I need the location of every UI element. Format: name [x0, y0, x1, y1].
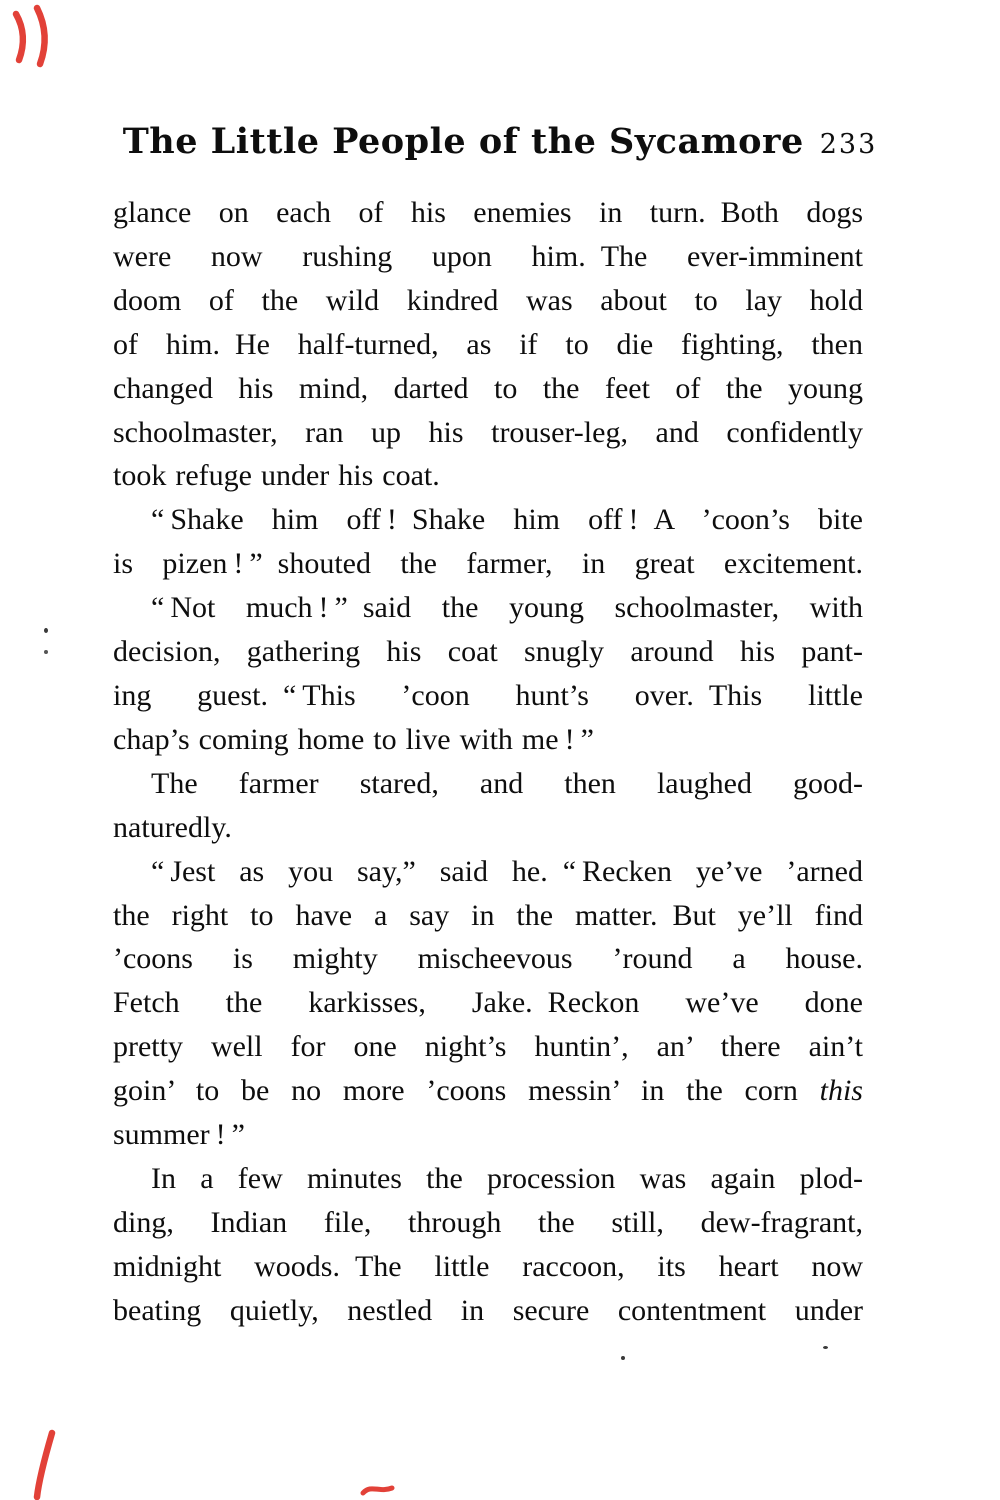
- text-line: doom of the wild kindred was about to lay hold: [113, 283, 863, 317]
- text-line: pretty well for one night’s huntin’, an’ there ain’t: [113, 1030, 863, 1064]
- text-line: Fetch the karkisses, Jake. Reckon we’ve done: [113, 986, 863, 1020]
- text-line: [113, 1069, 863, 1113]
- running-head: [0, 118, 1000, 169]
- text-line: of him. He half-turned, as if to die fighting, then: [113, 327, 863, 361]
- page-body: [113, 191, 863, 1333]
- red-crayon-stroke-top-left-2: [37, 8, 45, 64]
- red-crayon-mark-bottom-center: [363, 1488, 392, 1493]
- ink-speck: [823, 1346, 828, 1349]
- text-line: midnight woods. The little raccoon, its heart now: [113, 1249, 863, 1283]
- paragraph: [113, 498, 863, 586]
- page-number: 233: [819, 129, 878, 160]
- text-line: ’coons is mighty mischeevous ’round a house.: [113, 942, 863, 976]
- italic-text: this: [819, 1074, 863, 1108]
- paragraph: [113, 586, 863, 762]
- text-line: ding, Indian file, through the still, dew-fragrant,: [113, 1205, 863, 1239]
- text-line: glance on each of his enemies in turn. Both dogs: [113, 196, 863, 229]
- page-title: The Little People of the Sycamore: [122, 121, 804, 162]
- ink-speck: [44, 628, 48, 633]
- ink-speck: [44, 650, 48, 654]
- text-line: “ Jest as you say,” said he. “ Recken ye’ve ’arned: [151, 854, 863, 888]
- text-line: the right to have a say in the matter. But ye’ll find: [113, 898, 863, 932]
- text-line: ing guest. “ This ’coon hunt’s over. This little: [113, 678, 863, 712]
- text-line: chap’s coming home to live with me ! ”: [113, 722, 594, 756]
- text-line: schoolmaster, ran up his trouser-leg, and confidently: [113, 415, 863, 449]
- text-line: summer ! ”: [113, 1118, 245, 1152]
- paragraph: [113, 191, 863, 498]
- text-line: naturedly.: [113, 810, 232, 844]
- text-line: decision, gathering his coat snugly around his pant-: [113, 635, 863, 669]
- red-crayon-stroke-bottom-left: [37, 1433, 52, 1497]
- text-line: is pizen ! ” shouted the farmer, in great excitement.: [113, 547, 863, 581]
- text-segment: goin’ to be no more ’coons messin’ in the corn: [113, 1074, 820, 1108]
- paragraph: [113, 1157, 863, 1333]
- red-crayon-stroke-top-left-1: [16, 14, 23, 60]
- text-line: were now rushing upon him. The ever-imminent: [113, 239, 863, 273]
- text-line: changed his mind, darted to the feet of the young: [113, 371, 863, 405]
- text-line: “ Shake him off ! Shake him off ! A ’coon’s bite: [151, 503, 863, 537]
- text-line: “ Not much ! ” said the young schoolmaster, with: [151, 591, 863, 625]
- ink-speck: [621, 1356, 625, 1360]
- text-line: In a few minutes the procession was again plod-: [151, 1161, 863, 1195]
- text-line: The farmer stared, and then laughed good-: [151, 766, 863, 800]
- paragraph: [113, 762, 863, 850]
- text-line: took refuge under his coat.: [113, 459, 440, 493]
- paragraph: [113, 850, 863, 1157]
- text-line: beating quietly, nestled in secure contentment under: [113, 1293, 863, 1327]
